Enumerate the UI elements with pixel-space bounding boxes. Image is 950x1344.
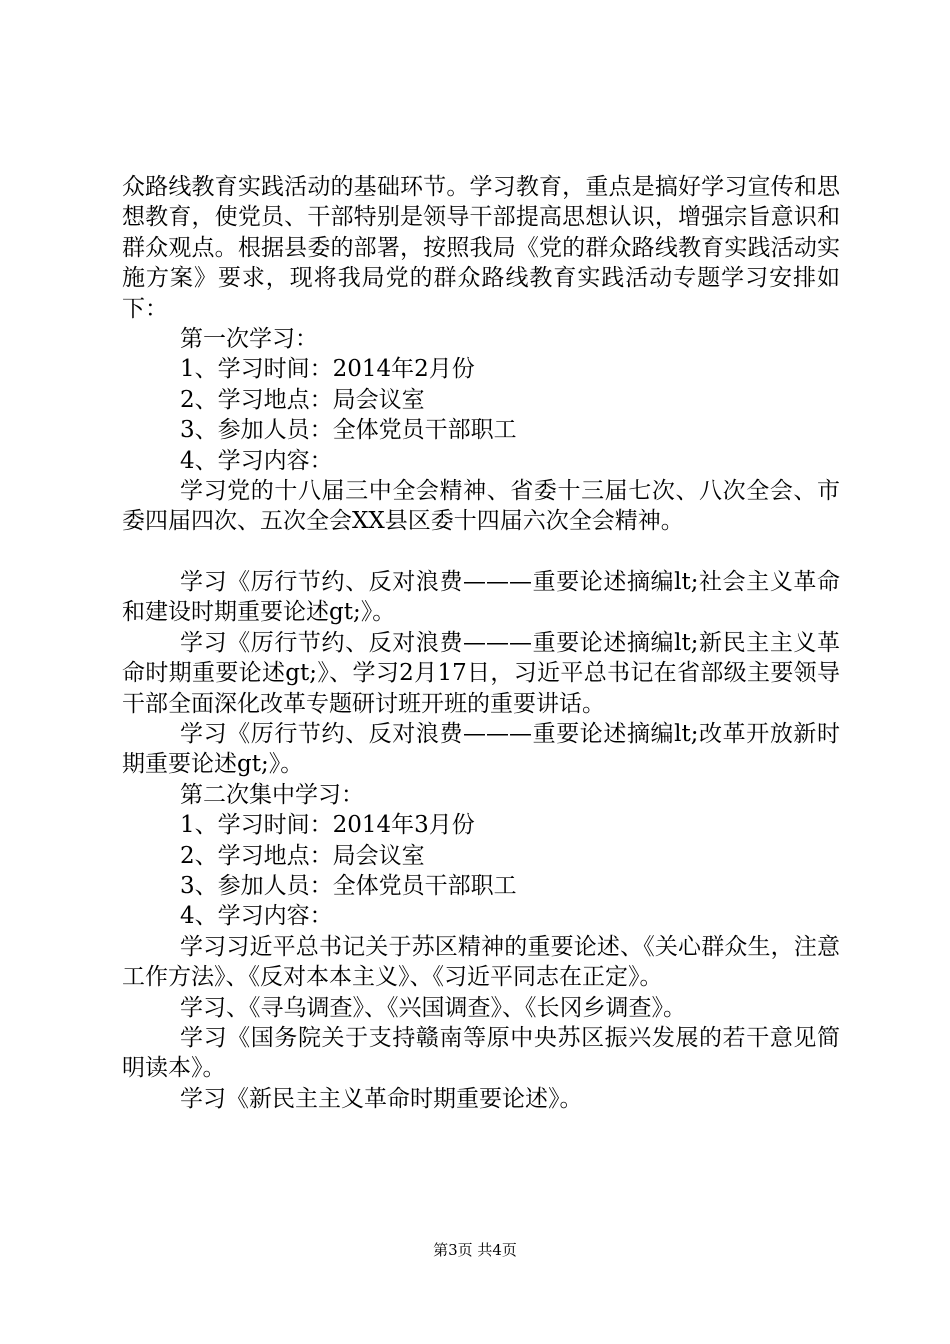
paragraph-intro-continued: 众路线教育实践活动的基础环节。学习教育，重点是搞好学习宣传和思想教育，使党员、干部特别是领导干部提高思想认识，增强宗旨意识和群众观点。根据县委的部署，按照我局《党的群众路线教育实践活动实施方案》要求，现将我局党的群众路线教育实践活动专题学习安排如下： — [122, 174, 840, 322]
first-study-participants: 3、参加人员：全体党员干部职工 — [180, 417, 517, 444]
first-study-content-item: 学习《厉行节约、反对浪费———重要论述摘编lt;社会主义革命和建设时期重要论述gt;》。 — [122, 568, 840, 626]
first-study-content-item: 学习《厉行节约、反对浪费———重要论述摘编lt;新民主主义革命时期重要论述gt;》、学习2月17日，习近平总书记在省部级主要领导干部全面深化改革专题研讨班开班的重要讲话。 — [122, 629, 840, 717]
second-study-participants: 3、参加人员：全体党员干部职工 — [180, 872, 517, 899]
heading-first-study: 第一次学习： — [180, 326, 318, 353]
first-study-location: 2、学习地点：局会议室 — [180, 386, 425, 413]
heading-second-study: 第二次集中学习： — [180, 781, 364, 808]
document-body — [122, 172, 840, 1114]
page-number-footer: 第3页 共4页 — [433, 1241, 517, 1259]
second-study-content-item: 学习、《寻乌调查》、《兴国调查》、《长冈乡调查》。 — [180, 994, 686, 1021]
second-study-content-item: 学习习近平总书记关于苏区精神的重要论述、《关心群众生，注意工作方法》、《反对本本主义》、《习近平同志在正定》。 — [122, 933, 840, 991]
second-study-content-item: 学习《国务院关于支持赣南等原中央苏区振兴发展的若干意见简明读本》。 — [122, 1024, 840, 1082]
second-study-content-item: 学习《新民主主义革命时期重要论述》。 — [180, 1085, 583, 1112]
first-study-time: 1、学习时间：2014年2月份 — [180, 356, 475, 383]
second-study-content-label: 4、学习内容： — [180, 903, 333, 930]
paragraph-spacer — [122, 537, 840, 567]
second-study-time: 1、学习时间：2014年3月份 — [180, 812, 475, 839]
second-study-location: 2、学习地点：局会议室 — [180, 842, 425, 869]
first-study-content-label: 4、学习内容： — [180, 447, 333, 474]
first-study-content-item: 学习党的十八届三中全会精神、省委十三届七次、八次全会、市委四届四次、五次全会XX县区委十四届六次全会精神。 — [122, 478, 840, 535]
first-study-content-item: 学习《厉行节约、反对浪费———重要论述摘编lt;改革开放新时期重要论述gt;》。 — [122, 720, 840, 778]
